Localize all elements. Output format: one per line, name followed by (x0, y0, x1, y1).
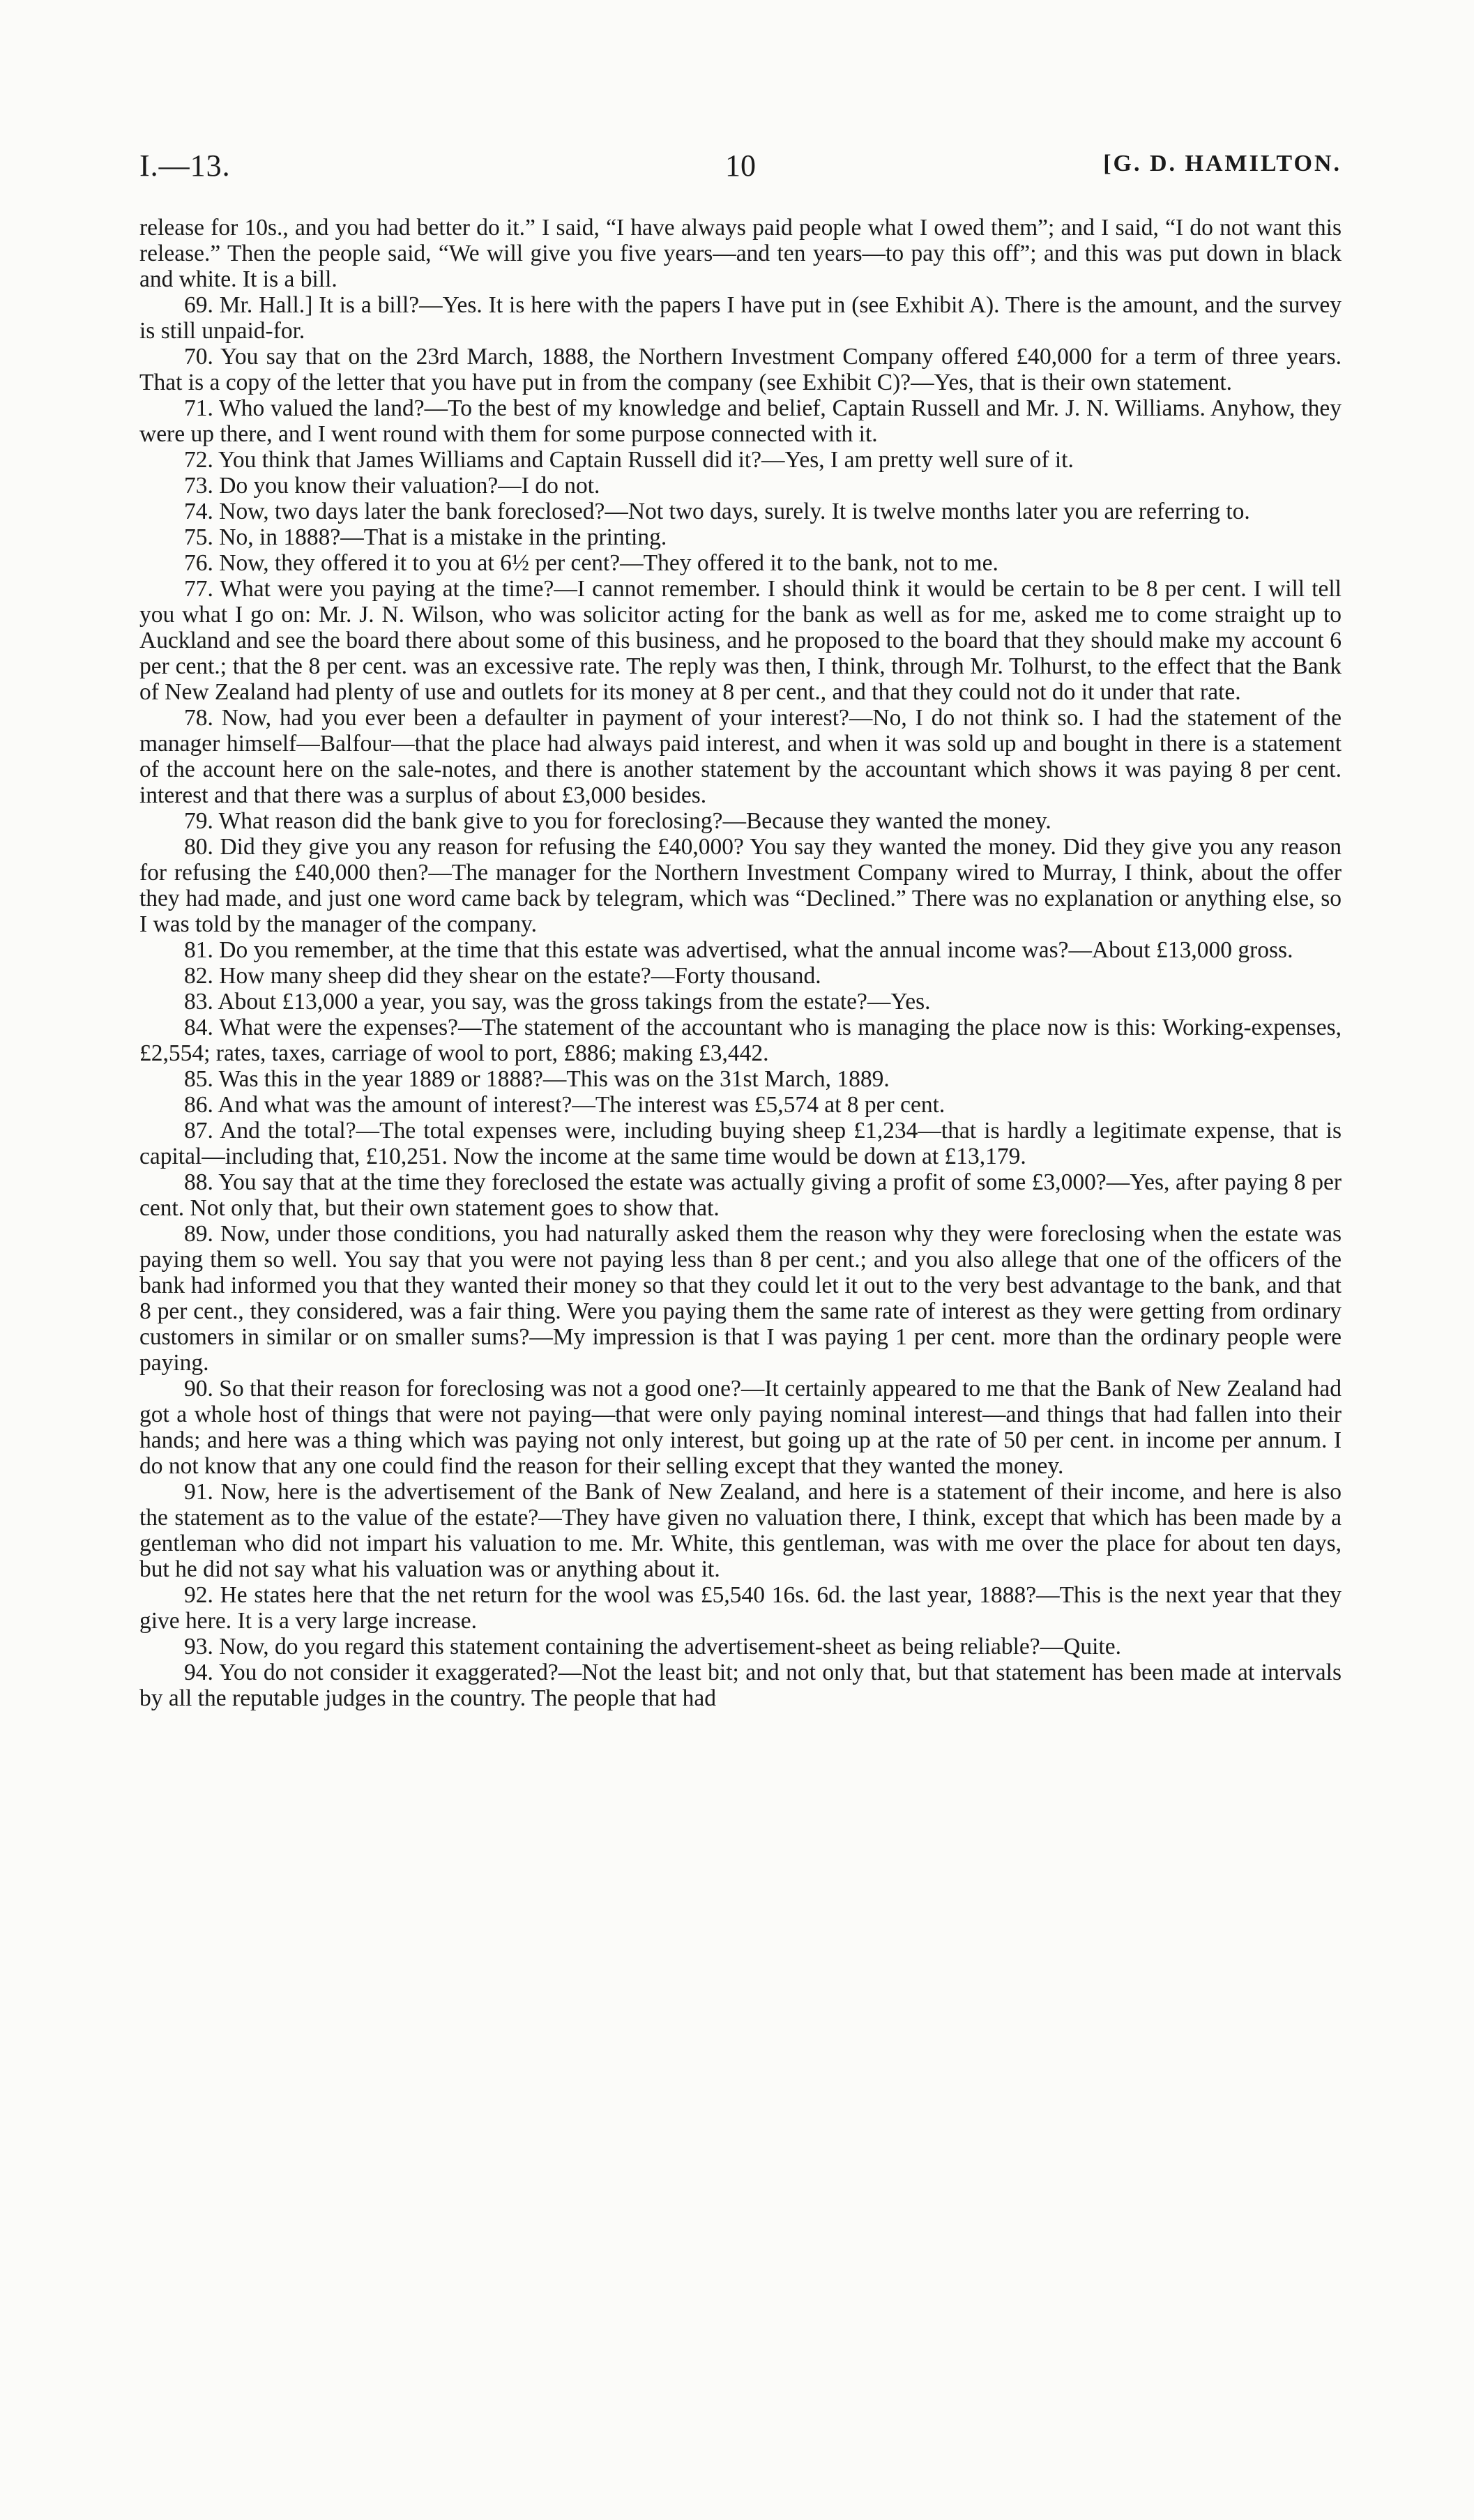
paragraph-q77: 77. What were you paying at the time?—I cannot remember. I should think it would be certain to be 8 per cent. I will tell you what I go on: Mr. J. N. Wilson, who was solicitor acting for the bank as well as for me, asked me to come straight up to Auckland and see the board there about some of this business, and he proposed to the board that they should make my account 6 per cent.; that the 8 per cent. was an excessive rate. The reply was then, I think, through Mr. Tolhurst, to the effect that the Bank of New Zealand had plenty of use and outlets for its money at 8 per cent., and that they could not do it under that rate. (139, 576, 1342, 705)
paragraph-q83: 83. About £13,000 a year, you say, was the gross takings from the estate?—Yes. (184, 989, 931, 1015)
paragraph-q76: 76. Now, they offered it to you at 6½ per cent?—They offered it to the bank, not to me. (184, 550, 998, 576)
paragraph-q92: 92. He states here that the net return for the wool was £5,540 16s. 6d. the last year, 1888?—This is the next year that they give here. It is a very large increase. (139, 1582, 1342, 1634)
paragraph-q93: 93. Now, do you regard this statement containing the advertisement-sheet as being reliable?—Quite. (184, 1634, 1121, 1660)
witness-name: [G. D. HAMILTON. (1103, 151, 1342, 176)
paragraph-q74: 74. Now, two days later the bank foreclosed?—Not two days, surely. It is twelve months later you are referring to. (184, 499, 1250, 524)
paragraph-q84: 84. What were the expenses?—The statement of the accountant who is managing the place now is this: Working-expenses, £2,554; rates, taxes, carriage of wool to port, £886; making £3,442. (139, 1015, 1342, 1066)
paragraph-q78: 78. Now, had you ever been a defaulter in payment of your interest?—No, I do not think so. I had the statement of the manager himself—Balfour—that the place had always paid interest, and when it was sold up and bought in there is a statement of the account here on the sale-notes, and there is another statement by the accountant which shows it was paying 8 per cent. interest and that there was a surplus of about £3,000 besides. (139, 705, 1342, 808)
paragraph-continuation: release for 10s., and you had better do it.” I said, “I have always paid people what I owed them”; and I said, “I do not want this release.” Then the people said, “We will give you five years—and ten years—to pay this off”; and this was put down in black and white. It is a bill. (139, 215, 1342, 292)
paragraph-q81: 81. Do you remember, at the time that this estate was advertised, what the annual income was?—About £13,000 gross. (184, 937, 1293, 963)
page-header (139, 148, 1342, 190)
paragraph-q88: 88. You say that at the time they foreclosed the estate was actually giving a profit of some £3,000?—Yes, after paying 8 per cent. Not only that, but their own statement goes to show that. (139, 1169, 1342, 1221)
paragraph-q87: 87. And the total?—The total expenses were, including buying sheep £1,234—that is hardly a legitimate expense, that is capital—including that, £10,251. Now the income at the same time would be down at £13,179. (139, 1118, 1342, 1169)
paragraph-q75: 75. No, in 1888?—That is a mistake in the printing. (184, 524, 667, 550)
paragraph-q94: 94. You do not consider it exaggerated?—Not the least bit; and not only that, but that statement has been made at intervals by all the reputable judges in the country. The people that had (139, 1660, 1342, 1711)
paragraph-q89: 89. Now, under those conditions, you had naturally asked them the reason why they were foreclosing when the estate was paying them so well. You say that you were not paying less than 8 per cent.; and you also allege that one of the officers of the bank had informed you that they wanted their money so that they could let it out to the very best advantage to the bank, and that 8 per cent., they considered, was a fair thing. Were you paying them the same rate of interest as they were getting from ordinary customers in similar or on smaller sums?—My impression is that I was paying 1 per cent. more than the ordinary people were paying. (139, 1221, 1342, 1376)
paragraph-q85: 85. Was this in the year 1889 or 1888?—This was on the 31st March, 1889. (184, 1066, 890, 1092)
paragraph-q82: 82. How many sheep did they shear on the estate?—Forty thousand. (184, 963, 821, 989)
paragraph-q69: 69. Mr. Hall.] It is a bill?—Yes. It is here with the papers I have put in (see Exhibit A). There is the amount, and the survey is still unpaid-for. (139, 292, 1342, 344)
page-number: 10 (725, 149, 756, 183)
paragraph-q80: 80. Did they give you any reason for refusing the £40,000? You say they wanted the money. Did they give you any reason for refusing the £40,000 then?—The manager for the Northern Investment Company wired to Murray, I think, about the offer they had made, and just one word came back by telegram, which was “Declined.” There was no explanation or anything else, so I was told by the manager of the company. (139, 834, 1342, 937)
paragraph-q73: 73. Do you know their valuation?—I do not. (184, 473, 600, 499)
paragraph-q79: 79. What reason did the bank give to you for foreclosing?—Because they wanted the money. (184, 808, 1051, 834)
testimony-body (139, 215, 1342, 1711)
paragraph-q71: 71. Who valued the land?—To the best of my knowledge and belief, Captain Russell and Mr. J. N. Williams. Anyhow, they were up there, and I went round with them for some purpose connected with it. (139, 395, 1342, 447)
paragraph-q91: 91. Now, here is the advertisement of the Bank of New Zealand, and here is a statement of their income, and here is also the statement as to the value of the estate?—They have given no valuation there, I think, except that which has been made by a gentleman who did not impart his valuation to me. Mr. White, this gentleman, was with me over the place for about ten days, but he did not say what his valuation was or anything about it. (139, 1479, 1342, 1582)
paper-reference: I.—13. (139, 149, 231, 183)
paragraph-q90: 90. So that their reason for foreclosing was not a good one?—It certainly appeared to me that the Bank of New Zealand had got a whole host of things that were not paying—that were only paying nominal interest—and things that had fallen into their hands; and here was a thing which was paying not only interest, but going up at the rate of 50 per cent. in income per annum. I do not know that any one could find the reason for their selling except that they wanted the money. (139, 1376, 1342, 1479)
paragraph-q72: 72. You think that James Williams and Captain Russell did it?—Yes, I am pretty well sure of it. (184, 447, 1074, 473)
paragraph-q86: 86. And what was the amount of interest?—The interest was £5,574 at 8 per cent. (184, 1092, 945, 1118)
paragraph-q70: 70. You say that on the 23rd March, 1888, the Northern Investment Company offered £40,000 for a term of three years. That is a copy of the letter that you have put in from the company (see Exhibit C)?—Yes, that is their own statement. (139, 344, 1342, 395)
